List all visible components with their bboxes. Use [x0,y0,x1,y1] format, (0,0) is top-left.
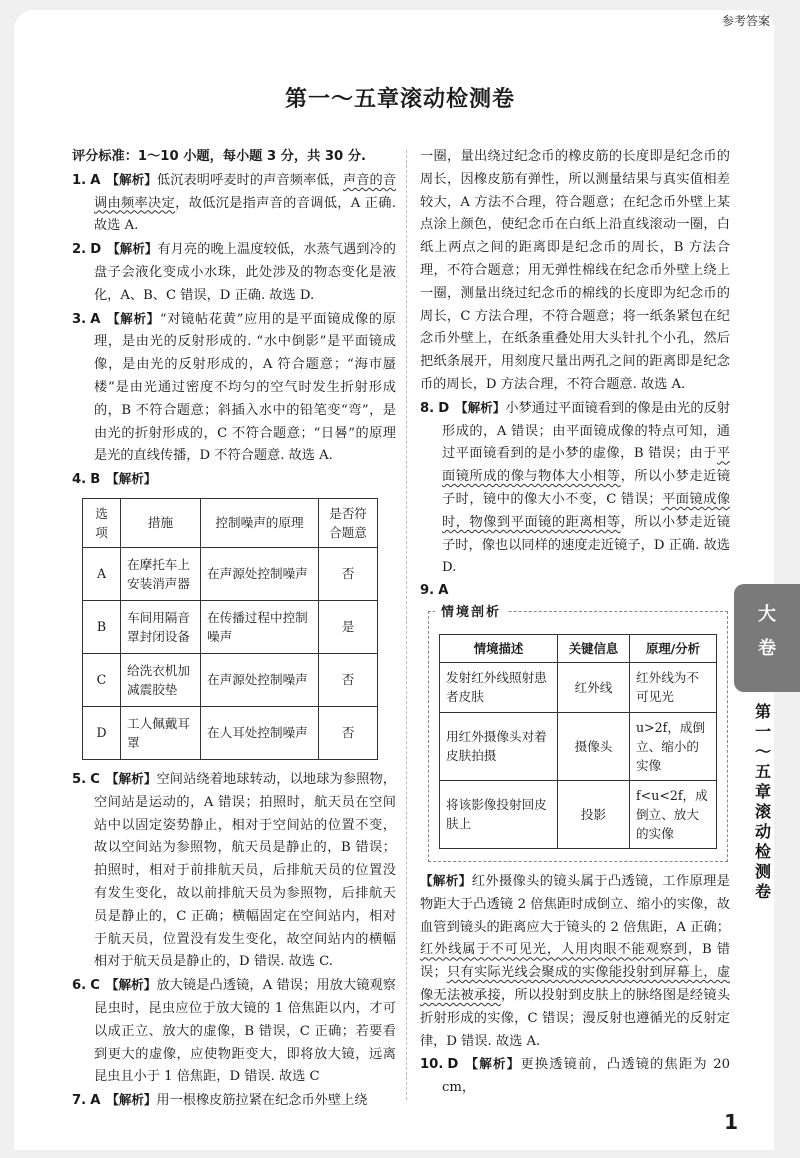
side-tab-char-2: 卷 [758,638,776,659]
answer-8 [420,397,730,580]
q4-number: 4. [72,472,87,488]
q8-text-3: ，所以小梦走近镜子时，镜中的像大小不变，C 错误； [442,469,731,507]
side-vertical-char: 一 [754,722,771,741]
answer-9-analysis [420,870,730,1053]
q8-answer: D [438,400,450,416]
q2-tag: 【解析】 [107,241,158,257]
table-cell: 否 [319,547,378,600]
q2-answer: D [90,242,102,258]
answer-9 [420,580,730,603]
q9-answer: A [438,583,449,599]
table-row [83,653,378,706]
table-header-cell: 控制噪声的原理 [201,498,319,547]
q1-key-phrase: 声音的音调由频率决定 [94,172,397,211]
q5-tag: 【解析】 [105,770,157,786]
q9-number: 9. [420,583,435,599]
side-vertical-char: 动 [754,822,771,841]
side-vertical-char: 章 [754,782,771,801]
scoring-standard [72,146,396,169]
left-column [72,146,396,1113]
table-cell: 投影 [558,780,630,848]
side-tab [734,584,800,692]
q3-text: “对镜帖花黄”应用的是平面镜成像的原理，是由光的反射形成的. “水中倒影”是平面镜成像，是由光的反射形成的，A 符合题意；“海市蜃楼”是由光通过密度不均匀的空气时发生折射形成的，B 不符合题意；斜插入水中的铅笔变“弯”，是由光的折射形成的，C 不符合题意；“日晷”的原理是光的直线传播，D 不符合题意. 故选 A. [94,311,396,464]
q7-answer: A [90,1093,101,1109]
q9-text-5: ，所以投射到皮肤上的脉络图是经镜头折射形成的实像，C 错误；漫反射也遵循光的反射定律，D 错误. 故选 A. [420,987,731,1049]
table-header-cell: 是否符合题意 [319,498,378,547]
q4-table [82,498,378,760]
table-cell: 否 [319,706,378,759]
table-row [83,706,378,759]
answer-1 [72,169,396,238]
context-analysis-box [428,604,728,862]
side-vertical-char: 卷 [754,882,771,901]
q1-answer: A [90,172,101,188]
table-header-cell: 措施 [121,498,201,547]
table-row [83,600,378,653]
table-cell: C [83,653,121,706]
q6-text: 放大镜是凸透镜，A 错误；用放大镜观察昆虫时，昆虫应位于放大镜的 1 倍焦距以内，才可以成正立、放大的虚像，B 错误，C 正确；若要看到更大的虚像，应使物距变大，即将放大镜，远离昆虫且小于 1 倍焦距，D 错误. 故选 C [94,978,396,1085]
q9-key-phrase-2: 只有实际光线会聚成的实像能投射到屏幕上，虚像无法被承接 [420,965,731,1003]
side-vertical-char: 测 [754,862,771,881]
q6-tag: 【解析】 [105,977,157,993]
table-cell: 红外线为不可见光 [630,662,717,712]
q8-text-5: ，所以小梦走近镜子时，像也以同样的速度走近镜子，D 正确. 故选 D. [442,514,731,576]
q1-text-3: ，故低沉是指声音的音调低，A 正确. 故选 A. [94,195,397,234]
answer-3 [72,308,396,469]
table-cell: 在摩托车上安装消声器 [121,547,201,600]
table-row [440,712,717,780]
header-label: 参考答案 [721,14,770,28]
table-cell: 在声源处控制噪声 [201,653,319,706]
table-cell: 是 [319,600,378,653]
table-cell: 在传播过程中控制噪声 [201,600,319,653]
q10-number: 10. [420,1057,444,1073]
q8-key-phrase-2: 平面镜成像时，物像到平面镜的距离相等 [442,491,731,530]
q6-number: 6. [72,978,87,994]
q8-text-1: 小梦通过平面镜看到的像是由光的反射形成的，A 错误；由平面镜成像的特点可知，通过平面镜看到的是小梦的虚像，B 错误；由于 [442,400,730,462]
q2-text: 有月亮的晚上温度较低，水蒸气遇到冷的盘子会液化变成小水珠，此处涉及的物态变化是液化，A、B、C 错误，D 正确. 故选 D. [94,242,396,303]
table-cell: 红外线 [558,662,630,712]
table-cell: 给洗衣机加减震胶垫 [121,653,201,706]
q10-text: 更换透镜前，凸透镜的焦距为 20 cm， [442,1057,730,1096]
table-cell: D [83,706,121,759]
q8-tag: 【解析】 [455,399,506,415]
side-vertical-char: 滚 [754,802,771,821]
table-cell: u>2f，成倒立、缩小的实像 [630,712,717,780]
table-cell: 发射红外线照射患者皮肤 [440,662,558,712]
q9-tag: 【解析】 [420,872,472,888]
table-header-row [83,498,378,547]
answer-5 [72,768,396,974]
q1-text-1: 低沉表明呼麦时的声音频率低， [156,172,343,188]
q5-answer: C [90,771,100,787]
q3-tag: 【解析】 [106,310,160,326]
q5-number: 5. [72,771,87,787]
q6-answer: C [90,978,100,994]
side-vertical-char: 五 [754,762,771,781]
answer-2 [72,238,396,307]
q7-number: 7. [72,1093,87,1109]
q1-number: 1. [72,172,87,188]
table-cell: B [83,600,121,653]
answer-6 [72,974,396,1089]
table-cell: A [83,547,121,600]
q9-key-phrase-1: 红外线属于不可见光，人用肉眼不能观察到 [420,942,688,958]
table-cell: f<u<2f，成倒立、放大的实像 [630,780,717,848]
table-cell: 在声源处控制噪声 [201,547,319,600]
q7-tag: 【解析】 [106,1092,157,1108]
table-cell: 将该影像投射回皮肤上 [440,780,558,848]
q7-text-1: 用一根橡皮筋拉紧在纪念币外壁上绕 [156,1093,368,1109]
q8-number: 8. [420,400,435,416]
q10-tag: 【解析】 [464,1056,521,1072]
table-header-cell: 情境描述 [440,634,558,662]
side-vertical-char: ～ [754,742,771,761]
q9-text-1: 红外摄像头的镜头属于凸透镜，工作原理是物距大于凸透镜 2 倍焦距时成倒立、缩小的实像，故血管到镜头的距离应大于镜头的 2 倍焦距，A 正确； [420,873,730,935]
answer-7 [72,1089,396,1113]
q4-tag: 【解析】 [106,471,157,487]
side-vertical-char: 第 [754,702,771,721]
q5-text: 空间站绕着地球转动，以地球为参照物，空间站是运动的，A 错误；拍照时，航天员在空间站中以固定姿势静止，相对于空间站的位置不变，故以空间站为参照物，航天员是静止的，B 错误；拍照时，相对于前排航天员，后排航天员的位置没有发生变化，故以前排航天员为参照物，后排航天员是静止的，C 正确；横幅固定在空间站内，相对于航天员，位置没有发生变化，故空间站内的横幅相对于航天员是静止的，D 错误. 故选 C. [94,771,396,970]
side-vertical-char: 检 [754,842,771,861]
q9-table [439,634,717,849]
table-cell: 用红外摄像头对着皮肤拍摄 [440,712,558,780]
q10-answer: D [447,1057,459,1073]
table-cell: 工人佩戴耳罩 [121,706,201,759]
q2-number: 2. [72,242,87,258]
table-cell: 在人耳处控制噪声 [201,706,319,759]
side-vertical-title [748,702,778,902]
table-header-cell: 选项 [83,498,121,547]
answer-7-continued [420,146,730,397]
table-cell: 否 [319,653,378,706]
side-tab-char-1: 大 [758,604,776,625]
q3-answer: A [90,311,101,327]
answer-4 [72,468,396,492]
page-title: 第一～五章滚动检测卷 [284,87,515,112]
table-row [83,547,378,600]
q1-tag: 【解析】 [106,171,157,187]
right-column [420,146,730,1100]
q7-text-2: 一圈，量出绕过纪念币的橡皮筋的长度即是纪念币的周长，因橡皮筋有弹性，所以测量结果与真实值相差较大，A 方法不合理，符合题意；在纪念币外壁上某点涂上颜色，使纪念币在白纸上沿直线滚动一圈，白纸上两点之间的距离即是纪念币的周长，B 方法合理，不符合题意；用无弹性棉线在纪念币外壁上绕上一圈，测量出绕过纪念币的棉线的长度即为纪念币的周长，C 方法合理，不符合题意；将一纸条紧包在纪念币外壁上，在纸条重叠处用大头针扎个小孔，然后把纸条展开，用刻度尺量出两孔之间的距离即是纪念币的周长，D 方法合理，不符合题意. 故选 A. [420,149,730,392]
page-number: 1 [724,1110,738,1134]
table-header-cell: 关键信息 [558,634,630,662]
q3-number: 3. [72,311,87,327]
table-header-cell: 原理/分析 [630,634,717,662]
table-row [440,662,717,712]
answer-10 [420,1053,730,1100]
q8-key-phrase-1: 平面镜所成的像与物体大小相等 [442,446,730,485]
table-cell: 车间用隔音罩封闭设备 [121,600,201,653]
q9-text-3: ，B 错误； [420,942,731,981]
table-cell: 摄像头 [558,712,630,780]
scoring-text: 评分标准：1～10 小题，每小题 3 分，共 30 分. [72,149,367,164]
table-row [440,780,717,848]
table-header-row [440,634,717,662]
q4-answer: B [90,472,101,488]
context-analysis-title: 情境剖析 [435,602,507,625]
column-divider [406,150,407,1100]
